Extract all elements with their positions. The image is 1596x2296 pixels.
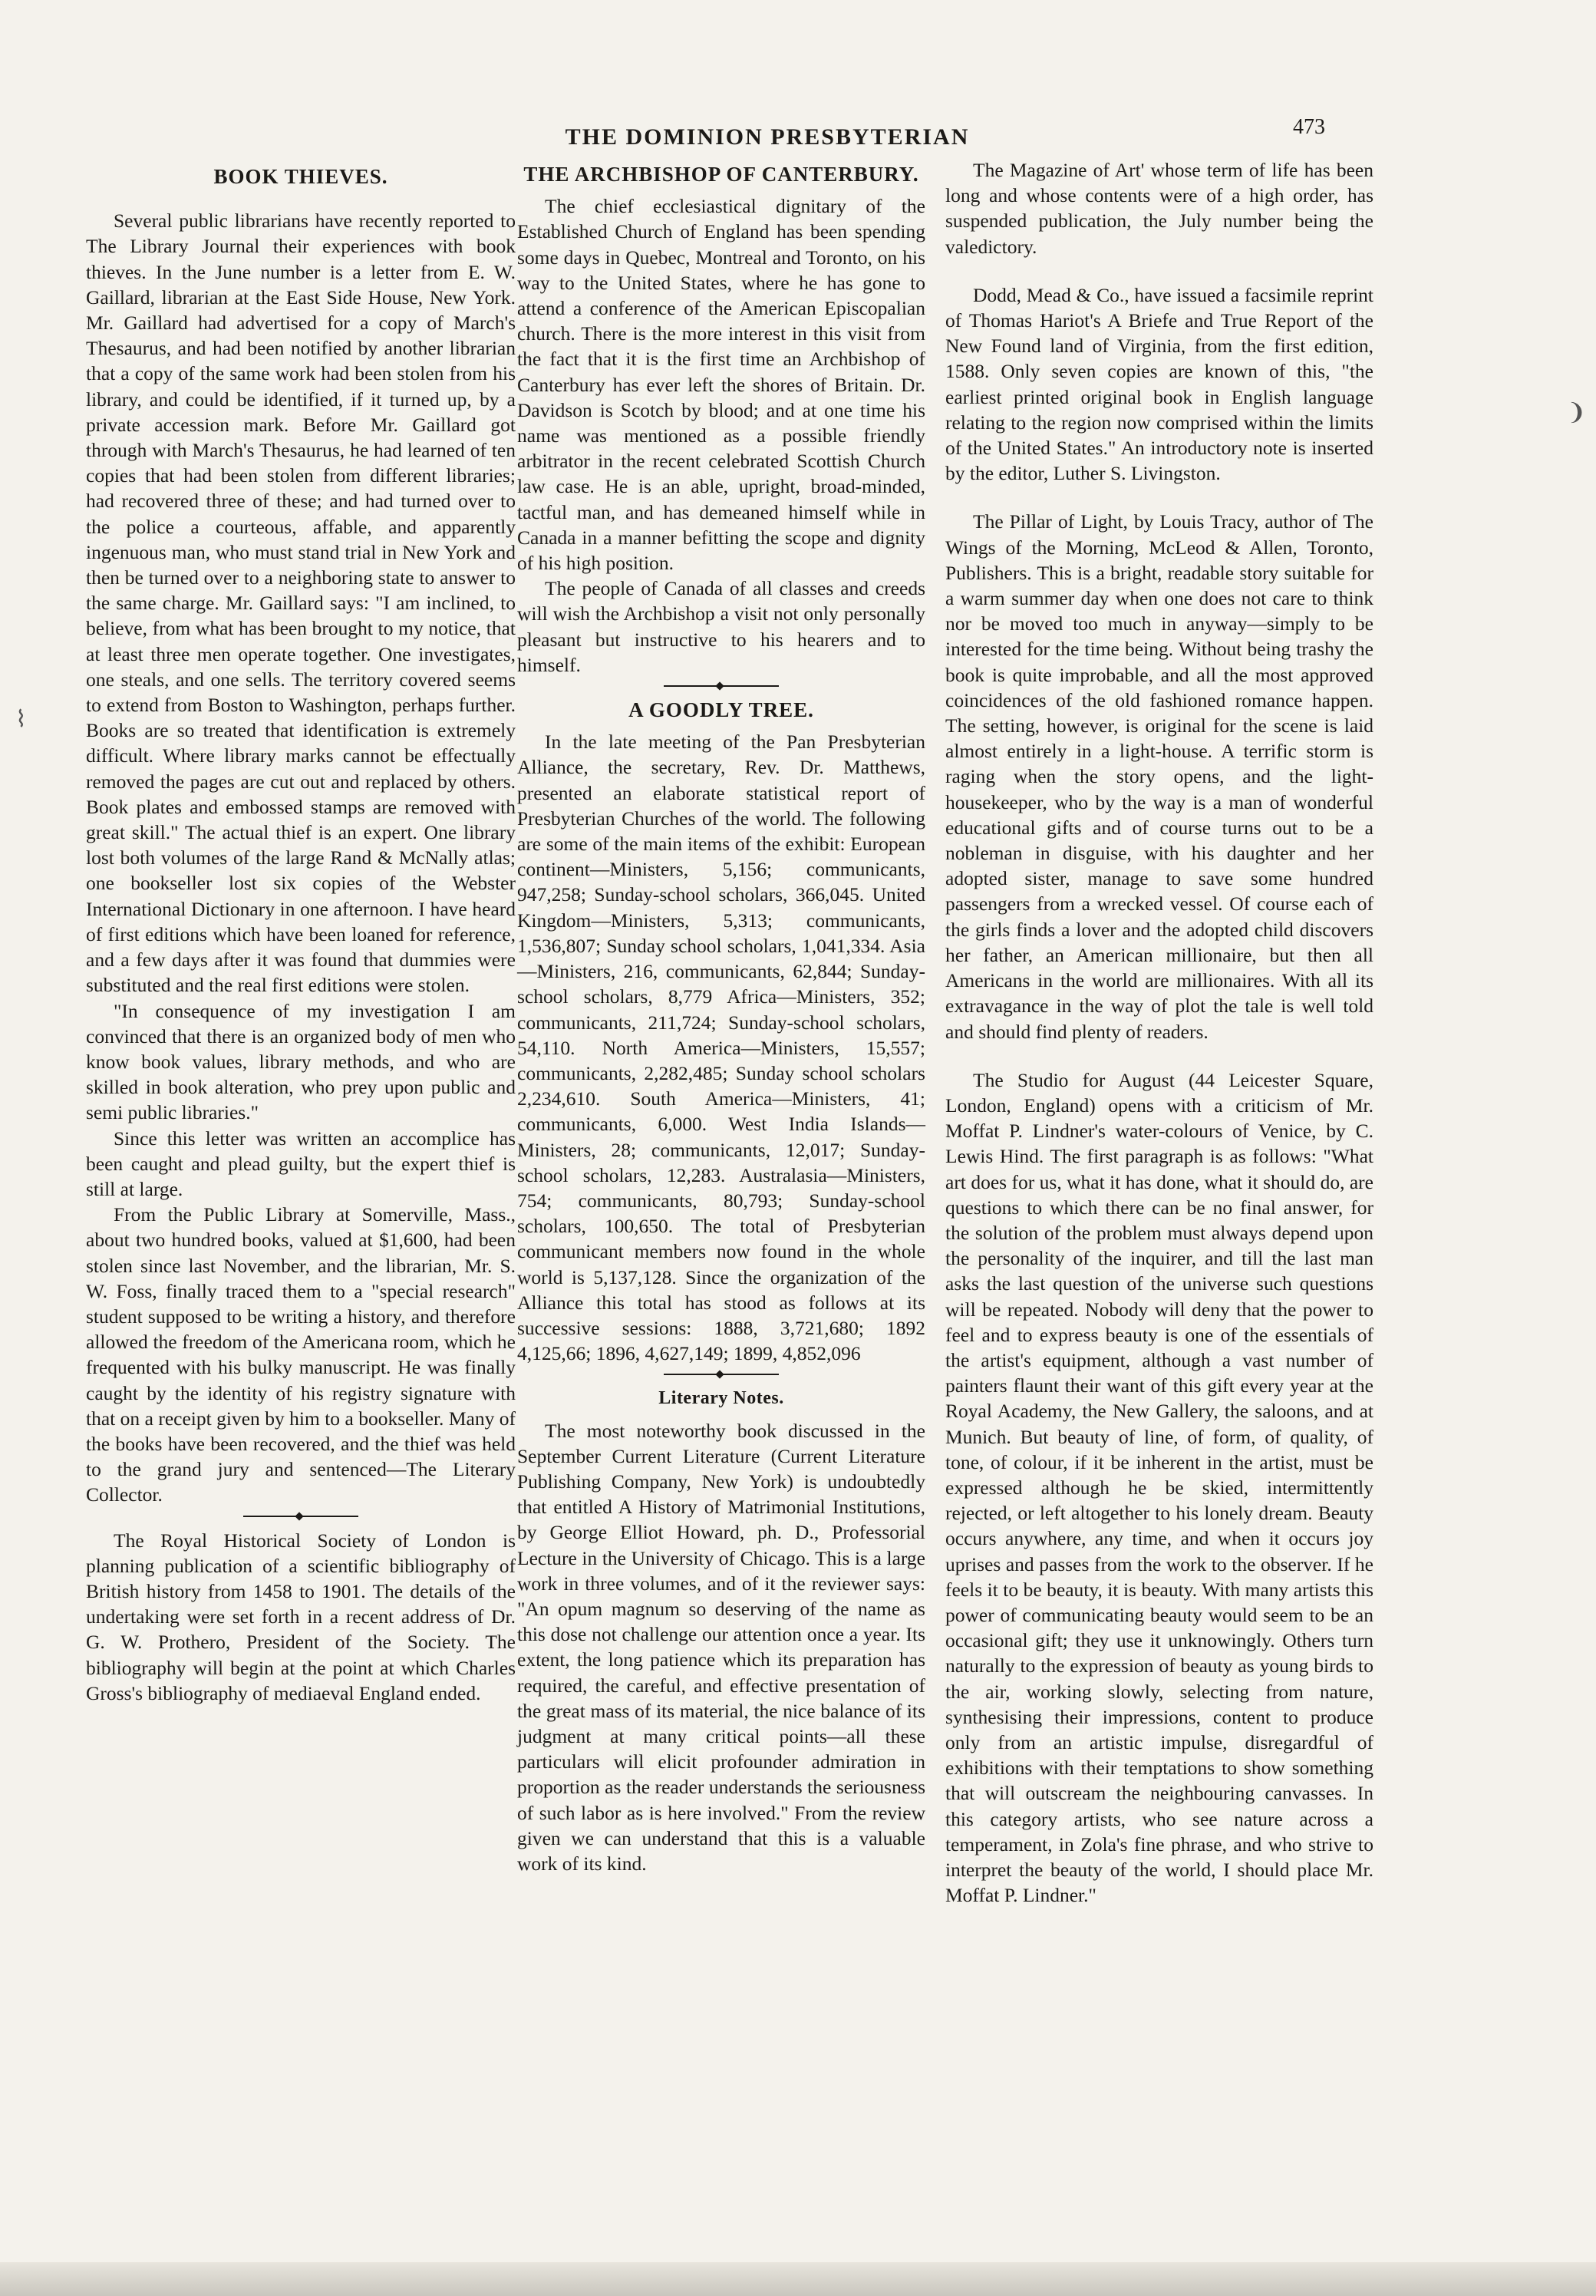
article-paragraph: The Magazine of Art' whose term of life has been long and whose contents were of a high order, has suspended publication, the July number being the valedictory. [945, 159, 1373, 258]
section-rule [243, 1516, 358, 1517]
article-paragraph: The Pillar of Light, by Louis Tracy, author of The Wings of the Morning, McLeod & Allen, Toronto, Publishers. This is a bright, readable story suitable for a warm summer day when one does not care to think nor be moved too much in anyway—simply to be interested for the time being. Without being trashy the book is quite improbable, and all the most approved coincidences of the old fashioned romance happen. The setting, however, is original for the scene is laid almost entirely in a light-house. A terrific storm is raging when the story opens, and the light-housekeeper, who by the way is a man of wonderful educational gifts and of course turns out to be a nobleman in disguise, with his daughter and her adopted sister, manage to save some hundred passengers from a wrecked vessel. Of course each of the girls finds a lover and the adopted child discovers her father, an American millionaire, but then all Americans in the world are millionaires. With all its extravagance in the way of plot the tale is well told and should find plenty of readers. [945, 510, 1373, 1043]
article-paragraph: The Studio for August (44 Leicester Square, London, England) opens with a criticism of Mr. Moffat P. Lindner's water-colours of Venice, by C. Lewis Hind. The first paragraph is as follows: "What art does for us, what it has done, what it should do, are questions to which there can be no final answer, for the solution of the problem must always depend upon the personality of the inquirer, and till the last man asks the last question of the universe such questions will be repeated. Nobody will deny that the power to feel and to express beauty is one of the essentials of the artist's equipment, although a vast number of painters flaunt their want of this gift every year at the Royal Academy, the New Gallery, the saloons, and at Munich. But beauty of line, of form, of quality, of tone, of colour, if it be inherent in the artist, must be expressed although he be skied, intermittently rejected, or left altogether to his lonely dream. Beauty occurs anywhere, any time, and when it occurs joy uprises and passes from the work to the observer. If he feels it to be beauty, it is beauty. With many artists this power of communicating beauty would seem to be an occasional gift; they use it unknowingly. Others turn naturally to the expression of beauty as young birds to the air, working slowly, selecting from nature, synthesising their impressions, content to produce only from an artistic impulse, disregardful of exhibitions with their temptations to show something that will outscream the neighbouring canvasses. In this category artists, who see nature across a temperament, in Zola's fine phrase, and who strive to interpret the beauty of the world, I should place Mr. Moffat P. Lindner." [945, 1068, 1373, 1907]
column-right [945, 157, 1373, 1908]
masthead-title: THE DOMINION PRESBYTERIAN [565, 124, 970, 150]
article-paragraph: The most noteworthy book discussed in the September Current Literature (Current Literature Publishing Company, New York) is undoubtedly that entitled A History of Matrimonial Institutions, by George Elliot Howard, ph. D., Professorial Lecture in the University of Chicago. This is a large work in three volumes, and of it the reviewer says: "An opum magnum so deserving of the name as this dose not challenge our attention once a year. Its extent, the long patience which its preparation has required, the careful, and effective presentation of the great mass of its material, the nice balance of its judgment at many critical points—all these particulars will elicit profounder admiration in proportion as the reader understands the seriousness of such labor as is here involved." From the review given we can understand that this is a valuable work of its kind. [517, 1419, 925, 1875]
column-left [86, 160, 516, 1706]
article-paragraph: Several public librarians have recently reported to The Library Journal their experiences with book thieves. In the June number is a letter from E. W. Gaillard, librarian at the East Side House, New York. Mr. Gaillard had advertised for a copy of March's Thesaurus, and had been notified by another librarian that a copy of the same work had been stolen from his library, and could be identified, if it turned up, by a private accession mark. Before Mr. Gaillard got through with March's Thesaurus, he had learned of ten copies that had been stolen from different libraries; had recovered three of these; and had turned over to the police a courteous, affable, and apparently ingenuous man, who must stand trial in New York and then be turned over to a neighboring state to answer to the same charge. Mr. Gaillard says: "I am inclined, to believe, from what has been brought to my notice, that at least three men operate together. One investigates, one steals, and one sells. The territory covered seems to extend from Boston to Washington, perhaps further. Books are so treated that identification is extremely difficult. Where library marks cannot be effectually removed the pages are cut out and replaced by others. Book plates and embossed stamps are removed with great skill." The actual thief is an expert. One library lost both volumes of the large Rand & McNally atlas; one bookseller lost six copies of the Webster International Dictionary in one afternoon. I have heard of first editions which have been loaned for reference, and a few days after it was found that dummies were substituted and the real first editions were stolen. [86, 209, 516, 997]
article-paragraph: From the Public Library at Somerville, Mass., about two hundred books, valued at $1,600, had been stolen since last November, and the librarian, Mr. S. W. Foss, finally traced them to a "special research" student supposed to be writing a history, and therefore allowed the freedom of the Americana room, which he frequented with his bulky manuscript. He was finally caught by the identity of his registry signature with that on a receipt given by him to a bookseller. Many of the books have been recovered, and the thief was held to the grand jury and sentenced—The Literary Collector. [86, 1203, 516, 1506]
heading-literary-notes: Literary Notes. [658, 1388, 784, 1409]
article-paragraph: The chief ecclesiastical dignitary of the Established Church of England has been spending some days in Quebec, Montreal and Toronto, on his way to the United States, where he has gone to attend a conference of the American Episcopalian church. There is the more interest in this visit from the fact that it is the first time an Archbishop of Canterbury has ever left the shores of Britain. Dr. Davidson is Scotch by blood; and at one time his name was mentioned as a possible friendly arbitrator in the recent celebrated Scottish Church law case. He is an able, upright, broad-minded, tactful man, and has demeaned himself while in Canada in a manner befitting the scope and dignity of his high position. [517, 195, 925, 575]
section-rule [664, 1374, 779, 1375]
margin-mark-icon: ❩ [1567, 400, 1587, 425]
heading-book-thieves: BOOK THIEVES. [213, 165, 388, 188]
article-paragraph: The people of Canada of all classes and creeds will wish the Archbishop a visit not only personally pleasant but instructive to his hearers and to himself. [517, 577, 925, 676]
section-rule [664, 685, 779, 687]
article-paragraph: Dodd, Mead & Co., have issued a facsimile reprint of Thomas Hariot's A Briefe and True Report of the New Found land of Virginia, from the first edition, 1588. Only seven copies are known of this, "the earliest printed original book in English language relating to the region now comprised within the limits of the United States." An introductory note is inserted by the editor, Luther S. Livingston. [945, 283, 1373, 485]
page-bottom-edge [0, 2262, 1596, 2296]
column-middle [517, 157, 925, 1876]
page-number: 473 [1293, 115, 1325, 139]
article-paragraph: "In consequence of my investigation I am convinced that there is an organized body of men who know book values, library methods, and who are skilled in book alteration, who prey upon public and semi public libraries." [86, 999, 516, 1124]
article-paragraph: The Royal Historical Society of London is planning publication of a scientific bibliography of British history from 1458 to 1901. The details of the undertaking were set forth in a recent address of Dr. G. W. Prothero, President of the Society. The bibliography will begin at the point at which Charles Gross's bibliography of mediaeval England ended. [86, 1529, 516, 1704]
article-paragraph: In the late meeting of the Pan Presbyterian Alliance, the secretary, Rev. Dr. Matthews, presented an elaborate statistical report of Presbyterian Churches of the world. The following are some of the main items of the exhibit: European continent—Ministers, 5,156; communicants, 947,258; Sunday-school scholars, 366,045. United Kingdom—Ministers, 5,313; communicants, 1,536,807; Sunday school scholars, 1,041,334. Asia—Ministers, 216, communicants, 62,844; Sunday-school scholars, 8,779 Africa—Ministers, 352; communicants, 211,724; Sunday-school scholars, 54,110. North America—Ministers, 15,557; communicants, 2,282,485; Sunday school scholars 2,234,610. South America—Ministers, 41; communicants, 6,000. West India Islands—Ministers, 28; communicants, 12,017; Sunday-school scholars, 12,283. Australasia—Ministers, 754; communicants, 80,793; Sunday-school scholars, 100,650. The total of Presbyterian communicant members now found in the whole world is 5,137,128. Since the organization of the Alliance this total has stood as follows at its successive sessions: 1888, 3,721,680; 1892 4,125,66; 1896, 4,627,149; 1899, 4,852,096 [517, 731, 925, 1365]
heading-archbishop: THE ARCHBISHOP OF CANTERBURY. [523, 163, 919, 186]
heading-goodly-tree: A GOODLY TREE. [628, 698, 814, 722]
article-paragraph: Since this letter was written an accomplice has been caught and plead guilty, but the expert thief is still at large. [86, 1127, 516, 1200]
margin-mark-icon: ⌇ [15, 707, 27, 732]
